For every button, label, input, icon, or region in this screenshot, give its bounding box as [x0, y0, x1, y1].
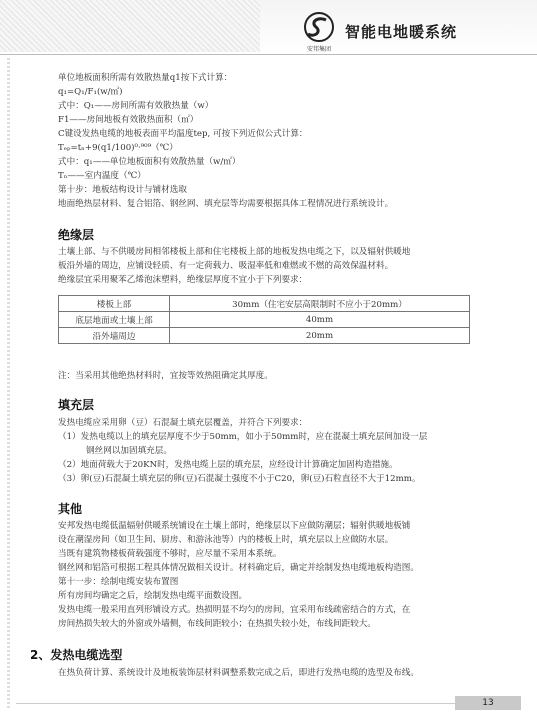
other-line: 设在潮湿房间（如卫生间、厨房、和游泳池等）内的楼板上时，填充层以上应做防水层。	[58, 535, 394, 545]
table-cell: 楼板上部	[59, 296, 170, 312]
other-line: 当既有建筑物楼板荷载强度不够时，应尽量不采用本系统。	[58, 549, 282, 559]
other-line: 第十一步：绘制电缆安装布置图	[58, 577, 179, 587]
header-rule	[0, 54, 537, 55]
table-row	[59, 296, 470, 312]
footer-rule	[16, 703, 456, 704]
intro-line: 式中：Q₁——房间所需有效散热量（w）	[58, 101, 214, 111]
insulation-paragraph-line: 板沿外墙的周边，应铺设轻质、有一定荷载力、吸湿率低和难燃或不燃的高效保温材料。	[58, 261, 394, 271]
insulation-paragraph-line: 绝缘层宜采用聚苯乙烯泡沫塑料，绝缘层厚度不宜小于下列要求：	[58, 275, 308, 285]
insulation-note: 注：当采用其他绝热材料时，宜按等效热阻确定其厚度。	[58, 371, 273, 381]
section2-line: 在热负荷计算、系统设计及地板装饰层材料调整系数完成之后，即进行发热电缆的选型及布线。	[58, 668, 419, 678]
filling-line: 发热电缆应采用卵（豆）石混凝土填充层覆盖，并符合下列要求：	[58, 418, 308, 428]
filling-line: 钢丝网以加固填充层。	[86, 446, 172, 456]
header-pattern	[0, 0, 260, 52]
table-row	[59, 328, 470, 344]
table-cell: 20mm	[170, 328, 470, 344]
table-cell: 40mm	[170, 312, 470, 328]
filling-line: （2）地面荷载大于20KN时，发热电缆上层的填充层，应经设计计算确定加固构造措施。	[58, 460, 398, 470]
section-heading-other: 其他	[58, 502, 83, 516]
intro-line: 第十步：地板结构设计与铺材选取	[58, 185, 187, 195]
other-line: 安邦发热电缆低温辐射供暖系统铺设在土壤上部时，绝缘层以下应做防潮层；辐射供暖地板铺	[58, 521, 411, 531]
table-row	[59, 312, 470, 328]
intro-line: q₁=Q₁/F₁(w/㎡)	[58, 87, 123, 97]
filling-line: （1）发热电缆以上的填充层厚度不少于50mm，如小于50mm时，应在混凝土填充层间加设一层	[58, 432, 428, 442]
other-line: 房间热损失较大的外窗或外墙侧，布线间距较小；在热损失较小处，布线间距较大。	[58, 619, 376, 629]
table-cell: 沿外墙周边	[59, 328, 170, 344]
logo-text: 安邦集团	[306, 46, 331, 53]
intro-line: 式中：q₁——单位地板面积有效散热量（w/㎡）	[58, 157, 241, 167]
page-number: 13	[455, 696, 521, 710]
intro-line: Tₑₚ=tₙ+9(q1/100)⁰·⁹⁰⁹（℃）	[58, 143, 178, 153]
intro-line: 单位地板面积所需有效散热量q1按下式计算：	[58, 73, 233, 83]
insulation-thickness-table	[58, 295, 470, 344]
section-heading-filling: 填充层	[58, 398, 95, 412]
intro-line: C键设发热电缆的地板表面平均温度tep, 可按下列近似公式计算：	[58, 129, 308, 139]
brand-title: 智能电地暖系统	[345, 23, 458, 41]
insulation-paragraph-line: 土壤上部、与不供暖房间相邻楼板上部和住宅楼板上部的地板发热电缆之下，以及辐射供暖地	[58, 247, 411, 257]
intro-line: Tₙ——室内温度（℃）	[58, 171, 146, 181]
table-cell: 30mm（住宅安层高限制时不应小于20mm）	[170, 296, 470, 312]
other-line: 钢丝网和铝箔可根据工程具体情况做相关设计。材料确定后，确定并绘制发热电缆地板构造图。	[58, 563, 419, 573]
intro-line: 地面绝热层材料、复合铝箔、钢丝网、填充层等均需要根据具体工程情况进行系统设计。	[58, 199, 394, 209]
other-line: 所有房间均确定之后，绘制发热电缆平面数设图。	[58, 591, 248, 601]
intro-line: F1——房间地板有效散热面积（㎡）	[58, 115, 199, 125]
section-heading-insulation: 绝缘层	[58, 228, 95, 242]
filling-line: （3）卵(豆)石混凝土填充层的卵(豆)石混凝土强度不小于C20，卵(豆)石粒直径不大于12mm。	[58, 474, 421, 484]
left-margin-bar	[7, 58, 10, 708]
section-heading-cable-selection: 2、发热电缆选型	[30, 648, 123, 662]
table-cell: 底层地面或土壤上部	[59, 312, 170, 328]
other-line: 发热电缆一般采用直列形铺设方式。热损明显不均匀的房间，宜采用布线疏密结合的方式，在	[58, 605, 411, 615]
